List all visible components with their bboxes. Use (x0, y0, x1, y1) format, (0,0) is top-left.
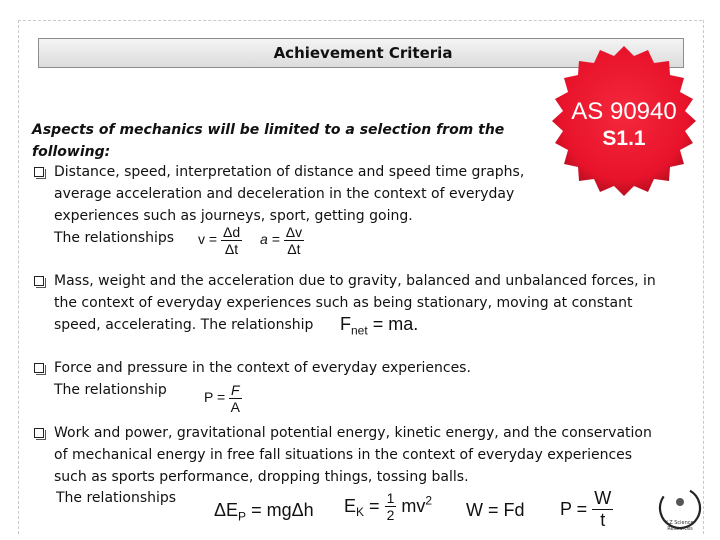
formula-acceleration-fraction (284, 224, 304, 257)
formula-kinetic-energy-denominator: 2 (386, 507, 395, 523)
formula-power-denominator: t (600, 510, 606, 530)
bullet-2-line-3: speed, accelerating. The relationship (54, 317, 314, 333)
formula-velocity-fraction (221, 224, 242, 257)
formula-potential-energy (214, 500, 314, 524)
formula-power-fraction (592, 488, 613, 531)
formula-pressure-lhs: P = (204, 389, 226, 406)
formula-kinetic-energy-fraction (385, 490, 397, 523)
formula-velocity-denominator: Δt (224, 241, 239, 257)
logo-text-line-1: LZ Science (666, 520, 694, 526)
bullet-4-relationship-label: The relationships (56, 490, 177, 506)
formula-kinetic-energy-subscript: K (356, 504, 365, 519)
formula-pressure-numerator: F (231, 382, 240, 398)
formula-net-force-lhs: F (340, 314, 351, 334)
slide-title: Achievement Criteria (273, 44, 453, 62)
bullet-1-line-3: experiences such as journeys, sport, getting going. (54, 208, 413, 224)
bullet-1-line-2: average acceleration and deceleration in the context of everyday (54, 186, 515, 202)
checkbox-bullet-icon (34, 276, 44, 286)
bullet-4-line-2: of mechanical energy in free fall situations in the context of everyday experiences (54, 447, 633, 463)
formula-acceleration-lhs: a = (260, 231, 280, 248)
formula-velocity-numerator: Δd (222, 224, 241, 240)
formula-velocity (198, 224, 242, 257)
formula-pressure-denominator: A (230, 399, 240, 415)
formula-kinetic-energy (344, 490, 432, 523)
intro-line-2: following: (32, 144, 111, 160)
formula-work: W = Fd (466, 500, 525, 520)
lz-science-resources-logo-icon (652, 484, 708, 538)
checkbox-bullet-icon (34, 428, 44, 438)
seal-subcode: S1.1 (602, 127, 646, 150)
formula-kinetic-energy-superscript: 2 (425, 493, 433, 508)
formula-kinetic-energy-numerator: 1 (386, 490, 395, 506)
formula-pressure (204, 382, 242, 415)
bullet-1-line-1: Distance, speed, interpretation of distance and speed time graphs, (54, 164, 525, 180)
formula-power (560, 488, 613, 531)
slide-frame-top (18, 20, 702, 21)
bullet-4-line-3: such as sports performance, dropping things, tossing balls. (54, 469, 469, 485)
bullet-4-line-1: Work and power, gravitational potential energy, kinetic energy, and the conservation (54, 425, 652, 441)
formula-pressure-fraction (229, 382, 242, 415)
formula-power-numerator: W (594, 488, 612, 508)
formula-acceleration-denominator: Δt (287, 241, 301, 257)
formula-net-force-subscript: net (351, 323, 368, 338)
formula-potential-energy-subscript: P (238, 509, 247, 524)
formula-kinetic-energy-rhs: mv (401, 496, 426, 516)
bullet-3-line-1: Force and pressure in the context of everyday experiences. (54, 360, 471, 376)
formula-potential-energy-rhs: = mgΔh (251, 500, 314, 520)
logo-text-line-2: Resources (667, 526, 693, 532)
formula-kinetic-energy-equals: = (369, 496, 380, 516)
seal-code: AS 90940 (571, 98, 677, 125)
bullet-2-line-2: the context of everyday experiences such as being stationary, moving at constant (54, 295, 633, 311)
formula-acceleration-numerator: Δv (285, 224, 303, 240)
formula-potential-energy-lhs: ΔE (214, 500, 239, 520)
intro-line-1: Aspects of mechanics will be limited to a selection from the (32, 122, 505, 138)
seal-label (556, 98, 692, 152)
formula-kinetic-energy-lhs: E (344, 496, 357, 516)
formula-power-lhs: P = (560, 499, 588, 519)
checkbox-bullet-icon (34, 167, 44, 177)
bullet-3-line-2: The relationship (54, 382, 167, 398)
formula-net-force (340, 314, 418, 338)
checkbox-bullet-icon (34, 363, 44, 373)
bullet-2-line-1: Mass, weight and the acceleration due to gravity, balanced and unbalanced forces, in (54, 273, 656, 289)
formula-acceleration (260, 224, 304, 257)
formula-net-force-rhs: = ma. (372, 314, 419, 334)
formula-velocity-lhs: v = (198, 231, 218, 248)
bullet-1-relationship-label: The relationships (54, 230, 175, 246)
